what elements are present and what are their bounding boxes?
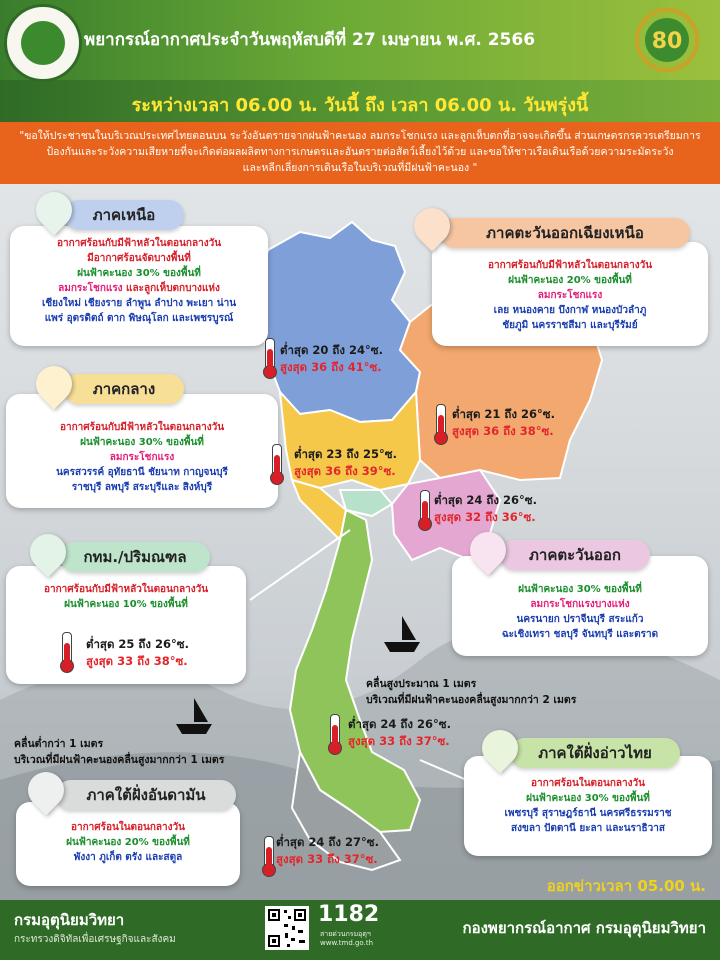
footer-department: กรมอุตุนิยมวิทยา	[14, 911, 125, 929]
bangkok-title: กทม./ปริมณฑล	[60, 542, 210, 572]
south-gulf-line-4: สงขลา ปัตตานี ยะลา และนราธิวาส	[511, 823, 665, 834]
north-line-4b: และลูกเห็บตกบางแห่ง	[122, 283, 220, 294]
central-card	[6, 394, 278, 508]
central-line-1: อากาศร้อนกับมีฟ้าหลัวในตอนกลางวัน	[59, 422, 225, 433]
hotline-number[interactable]: 1182	[318, 902, 380, 927]
bangkok-max-temp: สูงสุด 33 ถึง 38°ซ.	[86, 654, 188, 668]
north-line-2: มีอากาศร้อนจัดบางพื้นที่	[87, 253, 191, 264]
north-line-4a: ลมกระโชกแรง	[58, 283, 123, 294]
south-andaman-min-temp: ต่ำสุด 24 ถึง 27°ซ.	[276, 835, 379, 849]
south-gulf-max-temp: สูงสุด 33 ถึง 37°ซ.	[348, 734, 450, 748]
south-gulf-thermometer-icon	[330, 714, 340, 750]
gulf-wave-line-2: บริเวณที่มีฝนฟ้าคะนองคลื่นสูงมากกว่า 2 เมตร	[366, 694, 577, 706]
region-west-shape	[292, 480, 346, 540]
east-line-2: ลมกระโชกแรงบางแห่ง	[530, 599, 630, 610]
notice-line-2: ป้องกันและระวังความเสียหายที่จะเกิดต่อผลผลิตทางการเกษตรและอันตรายต่อสัตว์เลี้ยงไว้ด้วย และขอให้ชาวเรือเดินเรือด้วยความระมัดระวัง	[46, 146, 674, 158]
northeast-line-1: อากาศร้อนกับมีฟ้าหลัวในตอนกลางวัน	[487, 260, 653, 271]
central-line-3: ลมกระโชกแรง	[109, 452, 175, 463]
warning-notice	[0, 122, 720, 184]
north-title: ภาคเหนือ	[64, 200, 184, 230]
northeast-line-4: เลย หนองคาย บึงกาฬ หนองบัวลำภู	[493, 305, 647, 316]
south-gulf-title: ภาคใต้ฝั่งอ่าวไทย	[510, 738, 680, 768]
east-thermometer-icon	[420, 490, 430, 526]
central-line-4: นครสวรรค์ อุทัยธานี ชัยนาท กาญจนบุรี	[56, 467, 228, 478]
footer	[0, 900, 720, 960]
south-andaman-thermometer-icon	[264, 836, 274, 872]
central-min-temp: ต่ำสุด 23 ถึง 25°ซ.	[294, 447, 397, 461]
hotline-caption	[320, 930, 373, 948]
northeast-min-temp: ต่ำสุด 21 ถึง 26°ซ.	[452, 407, 555, 421]
northeast-line-2: ฝนฟ้าคะนอง 20% ของพื้นที่	[508, 275, 632, 286]
east-min-temp: ต่ำสุด 24 ถึง 26°ซ.	[434, 493, 537, 507]
footer-ministry: กระทรวงดิจิทัลเพื่อเศรษฐกิจและสังคม	[14, 934, 176, 945]
south-andaman-line-2: ฝนฟ้าคะนอง 20% ของพื้นที่	[66, 837, 190, 848]
east-max-temp: สูงสุด 32 ถึง 36°ซ.	[434, 510, 536, 524]
south-gulf-line-3: เพชรบุรี สุราษฎร์ธานี นครศรีธรรมราช	[504, 808, 672, 819]
north-line-3: ฝนฟ้าคะนอง 30% ของพื้นที่	[77, 268, 201, 279]
east-line-1: ฝนฟ้าคะนอง 30% ของพื้นที่	[518, 584, 642, 595]
andaman-wave-line-1: คลื่นต่ำกว่า 1 เมตร	[14, 738, 104, 750]
south-gulf-line-1: อากาศร้อนในตอนกลางวัน	[530, 778, 646, 789]
boat-icon-gulf	[384, 616, 420, 652]
north-card	[10, 226, 268, 346]
notice-line-3: และหลีกเลี่ยงการเดินเรือในบริเวณที่มีฝนฟ้าคะนอง "	[242, 162, 478, 174]
south-gulf-min-temp: ต่ำสุด 24 ถึง 26°ซ.	[348, 717, 451, 731]
south-andaman-temp	[276, 834, 379, 868]
south-andaman-card	[16, 802, 240, 886]
bangkok-line-1: อากาศร้อนกับมีฟ้าหลัวในตอนกลางวัน	[43, 584, 209, 595]
south-gulf-temp	[348, 716, 451, 750]
notice-line-1: "ขอให้ประชาชนในบริเวณประเทศไทยตอนบน ระวังอันตรายจากฝนฟ้าคะนอง ลมกระโชกแรง และลูกเห็บตกที่อาจจะเกิดขึ้น ส่วนเกษตรกรควรเตรียมการ	[19, 130, 701, 142]
central-temp	[294, 446, 397, 480]
bangkok-line-2: ฝนฟ้าคะนอง 10% ของพื้นที่	[64, 599, 188, 610]
issued-time: ออกข่าวเวลา 05.00 น.	[546, 877, 706, 895]
east-line-3: นครนายก ปราจีนบุรี สระแก้ว	[516, 614, 644, 625]
east-temp	[434, 492, 537, 526]
north-thermometer-icon	[265, 338, 275, 374]
northeast-max-temp: สูงสุด 36 ถึง 38°ซ.	[452, 424, 554, 438]
north-temp	[280, 342, 383, 376]
north-min-temp: ต่ำสุด 20 ถึง 24°ซ.	[280, 343, 383, 357]
northeast-line-3: ลมกระโชกแรง	[537, 290, 603, 301]
andaman-wave-line-2: บริเวณที่มีฝนฟ้าคะนองคลื่นสูงมากกว่า 1 เมตร	[14, 754, 225, 766]
anniversary-number: 80	[651, 29, 683, 54]
tmd-logo	[4, 4, 82, 82]
gulf-wave-info	[366, 676, 576, 708]
east-title: ภาคตะวันออก	[500, 540, 650, 570]
hotline-caption-1: สายด่วนกรมอุตุฯ	[320, 930, 371, 938]
north-line-6: แพร่ อุตรดิตถ์ ตาก พิษณุโลก และเพชรบูรณ์	[44, 313, 234, 324]
south-gulf-line-2: ฝนฟ้าคะนอง 30% ของพื้นที่	[526, 793, 650, 804]
north-line-5: เชียงใหม่ เชียงราย ลำพูน ลำปาง พะเยา น่าน	[41, 298, 237, 309]
footer-division: กองพยากรณ์อากาศ กรมอุตุนิยมวิทยา	[462, 919, 706, 937]
bangkok-min-temp: ต่ำสุด 25 ถึง 26°ซ.	[86, 637, 189, 651]
gulf-wave-line-1: คลื่นสูงประมาณ 1 เมตร	[366, 678, 477, 690]
bangkok-temp	[86, 636, 189, 670]
website-link[interactable]: www.tmd.go.th	[320, 939, 373, 947]
central-thermometer-icon	[272, 444, 282, 480]
central-title: ภาคกลาง	[64, 374, 184, 404]
qr-code-icon[interactable]	[265, 906, 309, 950]
central-line-2: ฝนฟ้าคะนอง 30% ของพื้นที่	[80, 437, 204, 448]
northeast-temp	[452, 406, 555, 440]
south-andaman-line-1: อากาศร้อนในตอนกลางวัน	[70, 822, 186, 833]
page-title: พยากรณ์อากาศประจำวันพฤหัสบดีที่ 27 เมษายน พ.ศ. 2566	[84, 30, 536, 50]
northeast-thermometer-icon	[436, 404, 446, 440]
east-line-4: ฉะเชิงเทรา ชลบุรี จันทบุรี และตราด	[501, 629, 659, 640]
south-andaman-title: ภาคใต้ฝั่งอันดามัน	[56, 780, 236, 810]
northeast-title: ภาคตะวันออกเฉียงเหนือ	[440, 218, 690, 248]
bangkok-thermometer-icon	[62, 632, 72, 668]
south-andaman-line-3: พังงา ภูเก็ต ตรัง และสตูล	[73, 852, 183, 863]
central-max-temp: สูงสุด 36 ถึง 39°ซ.	[294, 464, 396, 478]
north-line-1: อากาศร้อนกับมีฟ้าหลัวในตอนกลางวัน	[56, 238, 222, 249]
northeast-line-5: ชัยภูมิ นครราชสีมา และบุรีรัมย์	[502, 320, 638, 331]
south-andaman-max-temp: สูงสุด 33 ถึง 37°ซ.	[276, 852, 378, 866]
northeast-card	[432, 242, 708, 346]
region-north-shape	[258, 222, 420, 422]
andaman-wave-info	[14, 736, 224, 768]
anniversary-logo	[620, 6, 714, 78]
time-range-subtitle: ระหว่างเวลา 06.00 น. วันนี้ ถึง เวลา 06.00 น. วันพรุ่งนี้	[131, 95, 589, 116]
north-max-temp: สูงสุด 36 ถึง 41°ซ.	[280, 360, 382, 374]
central-line-5: ราชบุรี ลพบุรี สระบุรีและ สิงห์บุรี	[71, 482, 213, 493]
